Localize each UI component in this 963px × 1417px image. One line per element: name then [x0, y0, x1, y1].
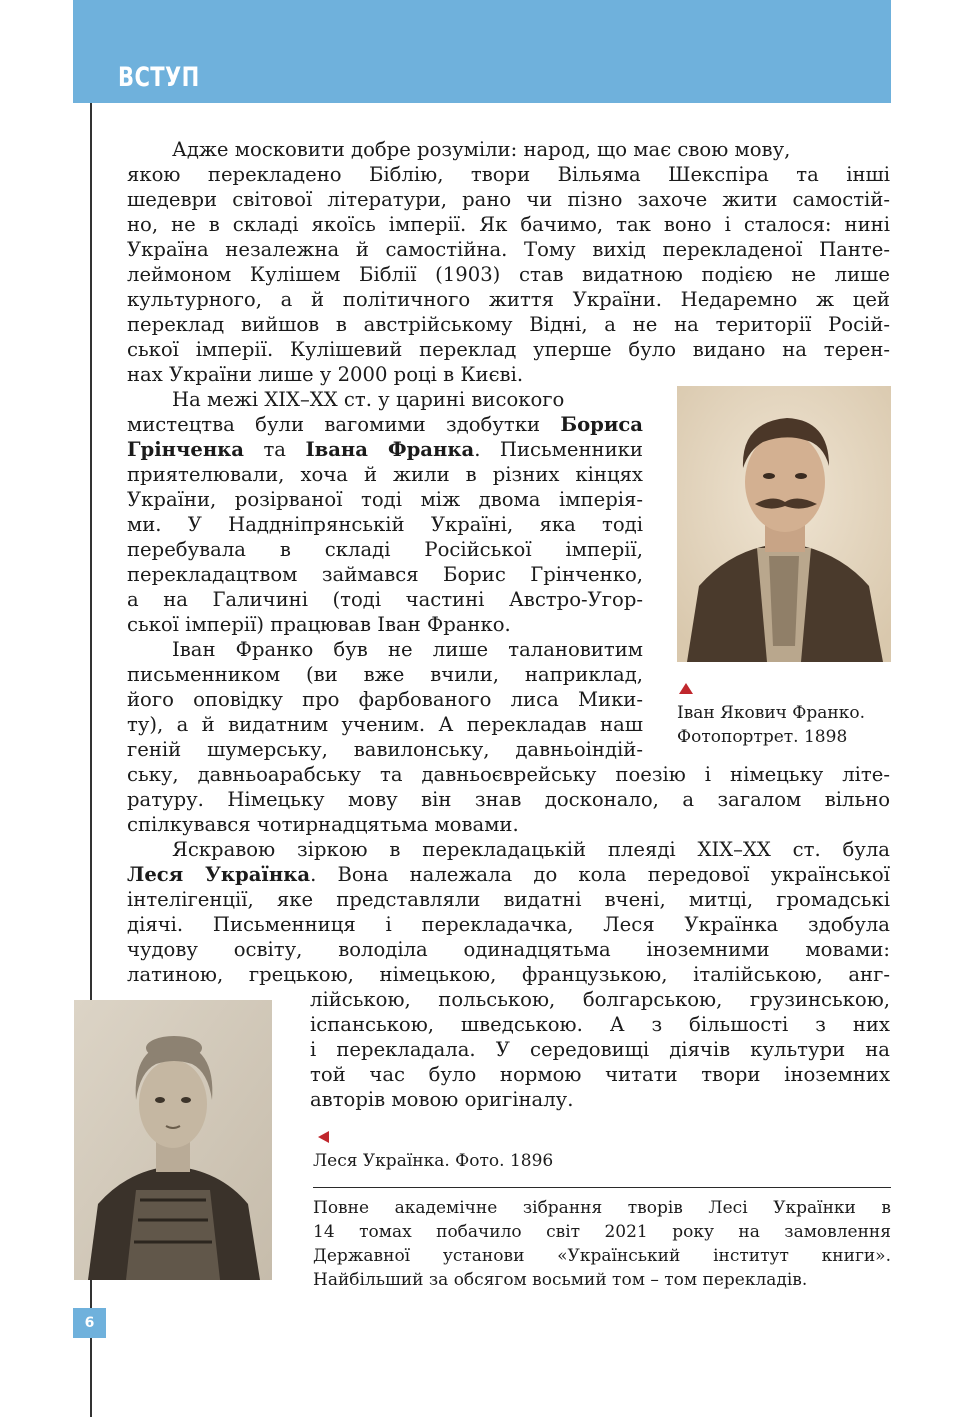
- note-line: Найбільший за обсягом восьмий том – том перекладів.: [313, 1270, 808, 1290]
- text-line: авторів мовою оригіналу.: [310, 1088, 574, 1111]
- text-line: ту), а й видатним ученим. А перекладав наш: [127, 713, 643, 736]
- note-text: [313, 1196, 891, 1292]
- text-line: Яскравою зіркою в перекладацькій плеяді XIX–XX ст. була: [172, 838, 890, 861]
- lesya-caption: Леся Українка. Фото. 1896: [313, 1151, 554, 1171]
- text-line: Грінченка та Івана Франка. Письменники: [127, 438, 643, 461]
- name-boris: Бориса: [560, 413, 643, 436]
- text-line: якою перекладено Біблію, твори Вільяма Шекспіра та інші: [127, 163, 890, 186]
- note-line: Повне академічне зібрання творів Лесі Українки в: [313, 1198, 891, 1218]
- text-line: ську, давньоарабську та давньоєврейську поезію і німецьку літе-: [127, 763, 890, 786]
- text-line: но, не в складі якоїсь імперії. Як бачимо, так воно і сталося: нині: [127, 213, 890, 236]
- page-number-badge: [73, 1308, 106, 1338]
- text-line: геній шумерську, вавилонську, давньоіндій-: [127, 738, 643, 761]
- text-line: письменником (ви вже вчили, наприклад,: [127, 663, 643, 686]
- text-line: переклад вийшов в австрійському Відні, а не на території Росій-: [127, 313, 890, 336]
- text-line: Іван Франко був не лише талановитим: [172, 638, 643, 661]
- text-line: лійською, польською, болгарською, грузинською,: [310, 988, 890, 1011]
- name-franko: Івана Франка: [305, 438, 475, 461]
- name-lesya: Леся Українка: [127, 863, 311, 886]
- text-line: латиною, грецькою, німецькою, французькою, італійською, анг-: [127, 963, 890, 986]
- franko-portrait: [677, 386, 891, 662]
- text-line: ської імперії) працював Іван Франко.: [127, 613, 511, 636]
- section-title: ВСТУП: [118, 62, 200, 93]
- text-line: чудову освіту, володіла одинадцятьма іноземними мовами:: [127, 938, 890, 961]
- text-line: спілкувався чотирнадцятьма мовами.: [127, 813, 519, 836]
- lesya-portrait: [74, 1000, 272, 1280]
- franko-caption: [677, 701, 865, 749]
- text-line: а на Галичині (тоді частині Австро-Угор-: [127, 588, 643, 611]
- text-line: той час було нормою читати твори іноземних: [310, 1063, 890, 1086]
- text-line: Леся Українка. Вона належала до кола передової української: [127, 863, 890, 886]
- note-line: Державної установи «Український інститут книги».: [313, 1246, 891, 1266]
- text-line: мистецтва були вагомими здобутки Бориса: [127, 413, 643, 436]
- paragraph-4: [127, 837, 890, 987]
- text-line: Україна незалежна й самостійна. Тому вихід перекладеної Панте-: [127, 238, 890, 261]
- text-line: інтелігенції, яке представляли видатні вчені, митці, громадські: [127, 888, 890, 911]
- text-line: нах України лише у 2000 році в Києві.: [127, 363, 524, 386]
- text-line: і перекладала. У середовищі діячів культури на: [310, 1038, 890, 1061]
- text-line: іспанською, шведською. А з більшості з них: [310, 1013, 890, 1036]
- text-line: приятелювали, хоча й жили в різних кінцях: [127, 463, 643, 486]
- text-line: На межі XIX–XX ст. у царині високого: [172, 388, 565, 411]
- note-divider: [313, 1187, 891, 1188]
- paragraph-4-continued: [310, 987, 890, 1112]
- paragraph-1: [127, 137, 890, 387]
- text-line: ської імперії. Кулішевий переклад уперше було видано на терен-: [127, 338, 890, 361]
- note-line: 14 томах побачило світ 2021 року на замовлення: [313, 1222, 891, 1242]
- text-line: леймоном Кулішем Біблії (1903) став видатною подією не лише: [127, 263, 890, 286]
- text-line: ратуру. Німецьку мову він знав досконало, а загалом вільно: [127, 788, 890, 811]
- text-line: його оповідку про фарбованого лиса Мики-: [127, 688, 643, 711]
- paragraph-3-continued: [127, 762, 890, 837]
- text-line: перекладацтвом займався Борис Грінченко,: [127, 563, 643, 586]
- caption-marker-icon: [679, 683, 693, 694]
- text-line: шедеври світової літератури, рано чи пізно захоче жити самостій-: [127, 188, 890, 211]
- text-line: діячі. Письменниця і перекладачка, Леся Українка здобула: [127, 913, 890, 936]
- page-number: 6: [84, 1315, 95, 1331]
- caption-marker-icon: [318, 1131, 329, 1143]
- paragraph-3: [127, 637, 643, 762]
- caption-line: Іван Якович Франко.: [677, 703, 866, 723]
- name-hrinchenko: Грінченка: [127, 438, 245, 461]
- text-line: Адже московити добре розуміли: народ, що має свою мову,: [172, 138, 791, 161]
- paragraph-2: [127, 387, 643, 637]
- caption-line: Фотопортрет. 1898: [677, 727, 848, 747]
- text-line: ми. У Наддніпрянській Україні, яка тоді: [127, 513, 643, 536]
- text-line: культурного, а й політичного життя України. Недаремно ж цей: [127, 288, 890, 311]
- text-line: України, розірваної тоді між двома імперія-: [127, 488, 643, 511]
- text-line: перебувала в складі Російської імперії,: [127, 538, 643, 561]
